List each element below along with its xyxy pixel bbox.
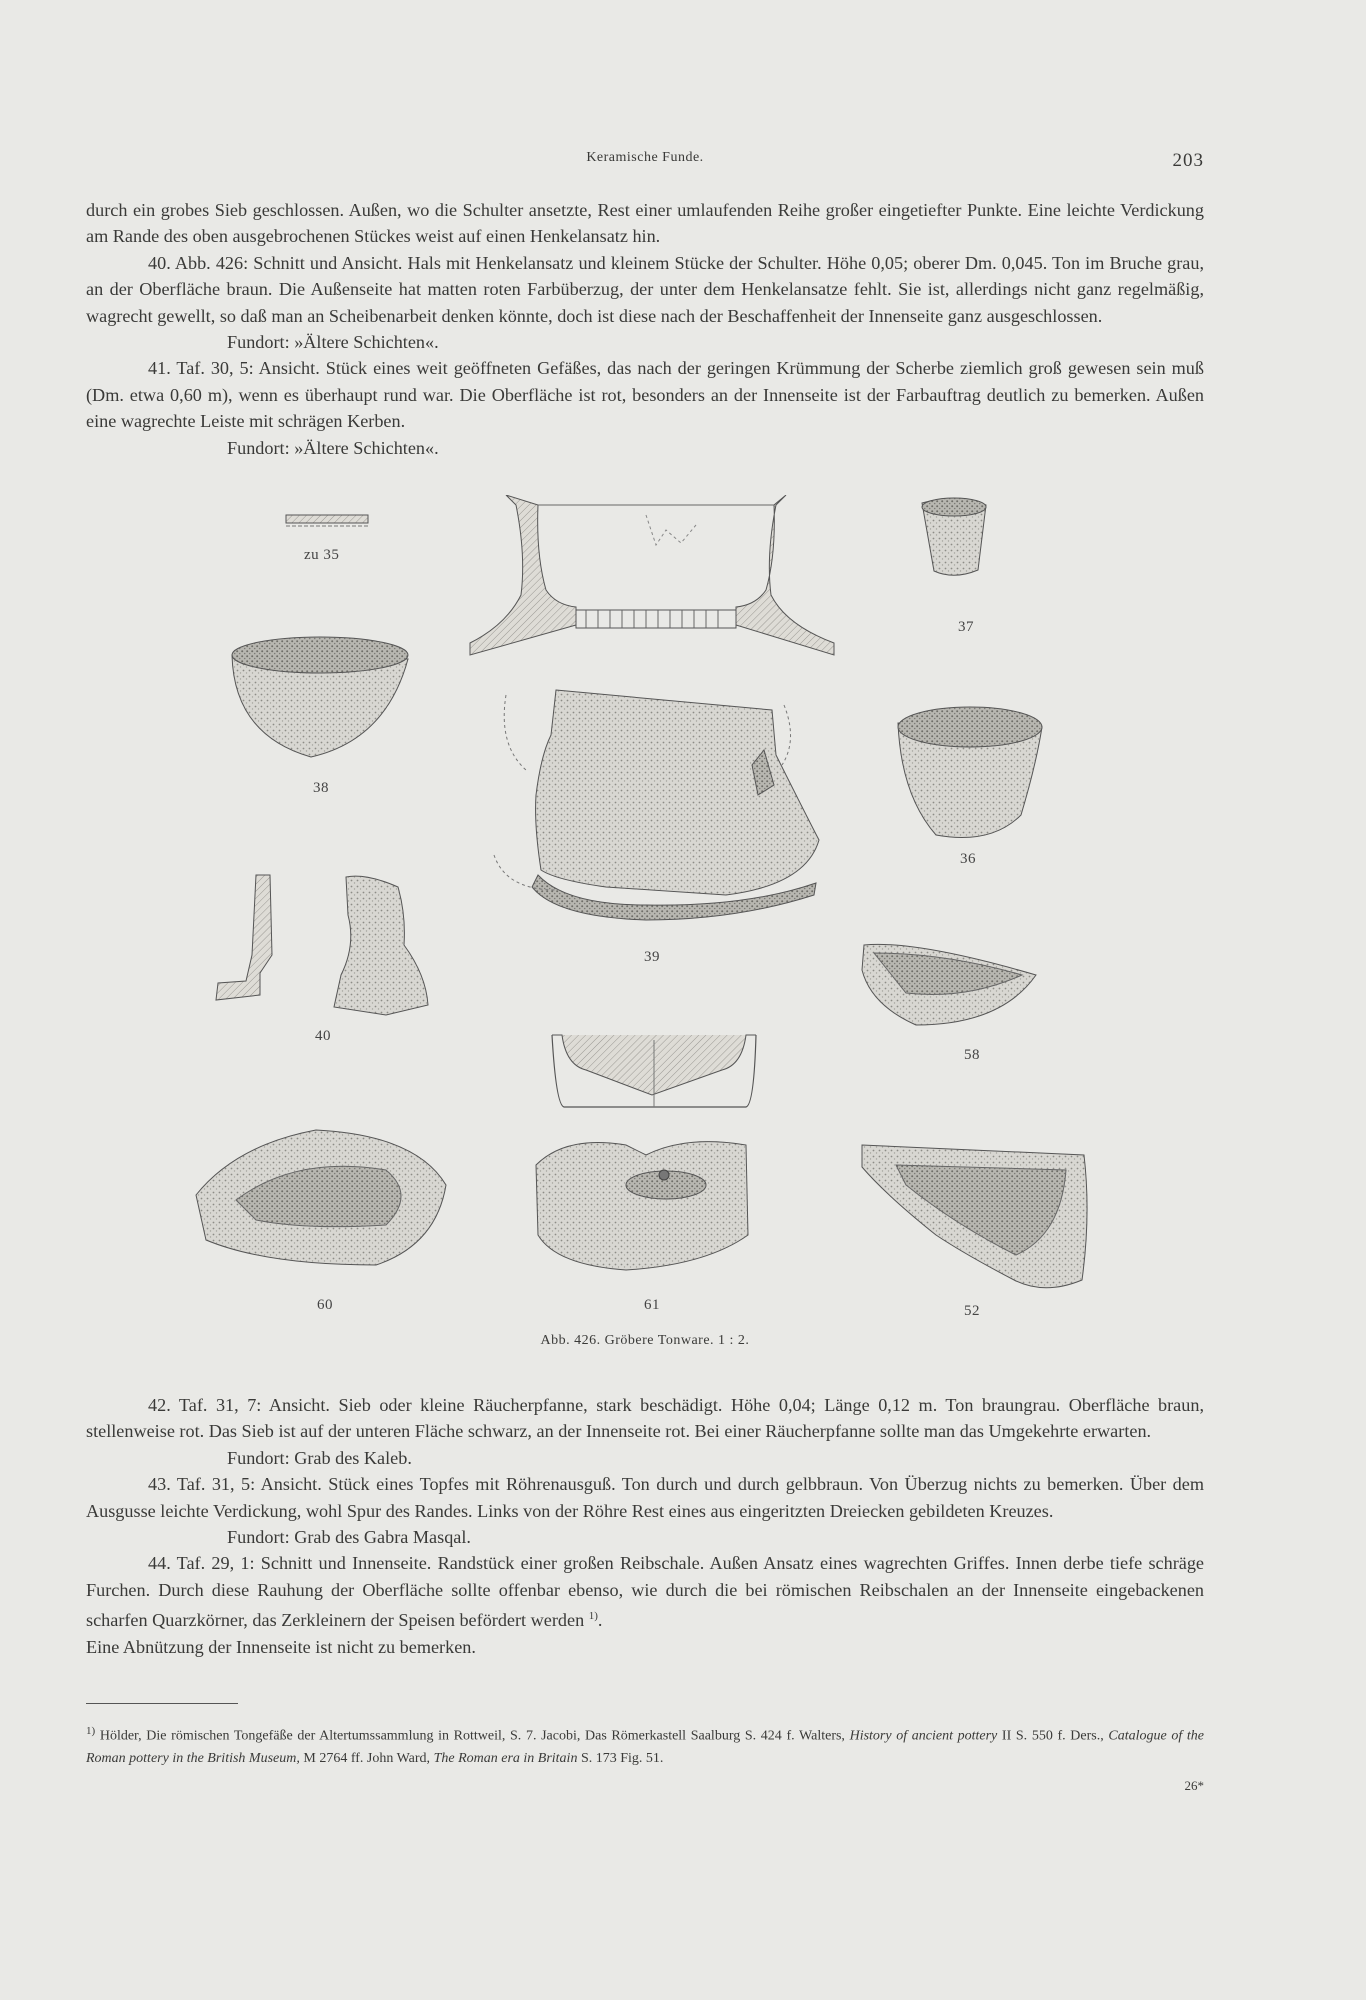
vessel-52: [862, 1145, 1087, 1288]
footnote-text-3: M 2764 ff. John Ward,: [299, 1750, 434, 1766]
figure-label-zu35: zu 35: [304, 547, 340, 563]
figure-label-40: 40: [315, 1028, 331, 1044]
paragraph-continuation: durch ein grobes Sieb geschlossen. Außen, wo die Schulter ansetzte, Rest einer umlaufenden Reihe großer eingetiefter Punkte. Eine leichte Verdickung am Rande des oben ausgebrochenen Stückes weist auf einen Henkelansatz hin.: [86, 200, 1204, 247]
figure-caption: Abb. 426. Gröbere Tonware. 1 : 2.: [540, 1333, 750, 1348]
figure-label-52: 52: [964, 1303, 980, 1319]
vessel-36: [898, 707, 1042, 838]
vessel-61: [536, 1142, 748, 1270]
vessel-section-top: [470, 495, 834, 655]
figure-label-58: 58: [964, 1047, 980, 1063]
paragraph-entry-44: 44. Taf. 29, 1: Schnitt und Innenseite. Randstück einer großen Reibschale. Außen Ansatz eines wagrechten Griffes. Innen derbe tiefe schräge Furchen. Durch diese Rauhung der Oberfläche sollte offenbar ebenso, wie durch die bei römischen Reibschalen an der Innenseite eingebackenen scharfen Quarzkörner, das Zerkleinern der Speisen befördert werden $^{1)}$.: [86, 1553, 1204, 1631]
figure-label-60: 60: [317, 1297, 333, 1313]
footnote: [86, 1720, 1204, 1770]
figure-label-61: 61: [644, 1297, 660, 1313]
text-block-top: [86, 197, 1204, 461]
footnote-title-2: Catalogue of the Roman pottery in the British Museum,: [86, 1728, 1204, 1766]
footnote-rule: [86, 1703, 238, 1704]
figure-label-36: 36: [960, 851, 976, 867]
paragraph-entry-41: 41. Taf. 30, 5: Ansicht. Stück eines weit geöffneten Gefäßes, das nach der geringen Krümmung der Scherbe ziemlich groß gewesen sein muß (Dm. etwa 0,60 m), wenn es überhaupt rund war. Die Oberfläche ist rot, besonders an der Innenseite ist der Farbauftrag deutlich zu bemerken. Außen eine wagrechte Leiste mit schrägen Kerben.: [86, 358, 1204, 432]
signature-mark: 26*: [1184, 1778, 1204, 1793]
figure-abb-426: [86, 495, 1204, 1365]
figure-label-39: 39: [644, 949, 660, 965]
vessel-38: [232, 637, 408, 757]
findspot-41: Fundort: »Ältere Schichten«.: [227, 437, 439, 458]
paragraph-entry-44-end: Eine Abnützung der Innenseite ist nicht zu bemerken.: [86, 1636, 476, 1657]
vessel-37: [922, 498, 986, 575]
footnote-text-2: II S. 550 f. Ders.,: [997, 1728, 1109, 1744]
figure-label-37: 37: [958, 619, 974, 635]
vessel-section-center: [552, 1035, 756, 1107]
paragraph-entry-44-text: 44. Taf. 29, 1: Schnitt und Innenseite. Randstück einer großen Reibschale. Außen Ansatz eines wagrechten Griffes. Innen derbe tiefe schräge Furchen. Durch diese Rauhung der Oberfläche sollte offenbar ebenso, wie durch die bei römischen Reibschalen an der Innenseite eingebackenen scharfen Quarzkörner, das Zerkleinern der Speisen befördert werden: [86, 1553, 1204, 1631]
text-block-bottom: [86, 1392, 1204, 1660]
vessel-39: [494, 690, 819, 920]
vessel-60: [196, 1130, 446, 1265]
findspot-43: Fundort: Grab des Gabra Masqal.: [227, 1527, 471, 1548]
page-number: 203: [1172, 150, 1204, 171]
vessel-40: [216, 875, 428, 1015]
running-title: Keramische Funde.: [586, 150, 704, 165]
pottery-illustrations: [86, 495, 1204, 1365]
findspot-40: Fundort: »Ältere Schichten«.: [227, 332, 439, 353]
vessel-58: [862, 944, 1036, 1025]
footnote-title-3: The Roman era in Britain: [433, 1750, 578, 1766]
findspot-42: Fundort: Grab des Kaleb.: [227, 1447, 412, 1468]
footnote-text-4: S. 173 Fig. 51.: [577, 1750, 664, 1766]
sherd-zu-35: [286, 515, 368, 526]
footnote-title-1: History of ancient pottery: [849, 1728, 998, 1744]
footnote-marker: 1): [86, 1725, 96, 1737]
footnote-text-1: Hölder, Die römischen Tongefäße der Altertumssammlung in Rottweil, S. 7. Jacobi, Das Römerkastell Saalburg S. 424 f. Walters,: [99, 1728, 850, 1744]
paragraph-entry-40: 40. Abb. 426: Schnitt und Ansicht. Hals mit Henkelansatz und kleinem Stücke der Schulter. Höhe 0,05; oberer Dm. 0,045. Ton im Bruche grau, an der Oberfläche braun. Die Außenseite hat matten roten Farbüberzug, der unter dem Henkelansatze fehlt. Sie ist, allerdings nicht ganz regelmäßig, wagrecht gewellt, so daß man an Scheibenarbeit denken könnte, doch ist diese nach der Beschaffenheit der Innenseite ganz ausgeschlossen.: [86, 252, 1204, 326]
running-head: [86, 150, 1204, 174]
paragraph-entry-43: 43. Taf. 31, 5: Ansicht. Stück eines Topfes mit Röhrenausguß. Ton durch und durch gelbbraun. Von Überzug nichts zu bemerken. Über dem Ausgusse leichte Verdickung, wohl Spur des Randes. Links von der Röhre Rest eines aus eingeritzten Dreiecken gebildeten Kreuzes.: [86, 1474, 1204, 1521]
footnote-reference: 1): [588, 1610, 598, 1623]
figure-label-38: 38: [313, 780, 329, 796]
paragraph-entry-42: 42. Taf. 31, 7: Ansicht. Sieb oder kleine Räucherpfanne, stark beschädigt. Höhe 0,04; Länge 0,12 m. Ton braungrau. Oberfläche braun, stellenweise rot. Das Sieb ist auf der unteren Fläche schwarz, an der Innenseite rot. Bei einer Räucherpfanne sollte man das Umgekehrte erwarten.: [86, 1395, 1204, 1442]
